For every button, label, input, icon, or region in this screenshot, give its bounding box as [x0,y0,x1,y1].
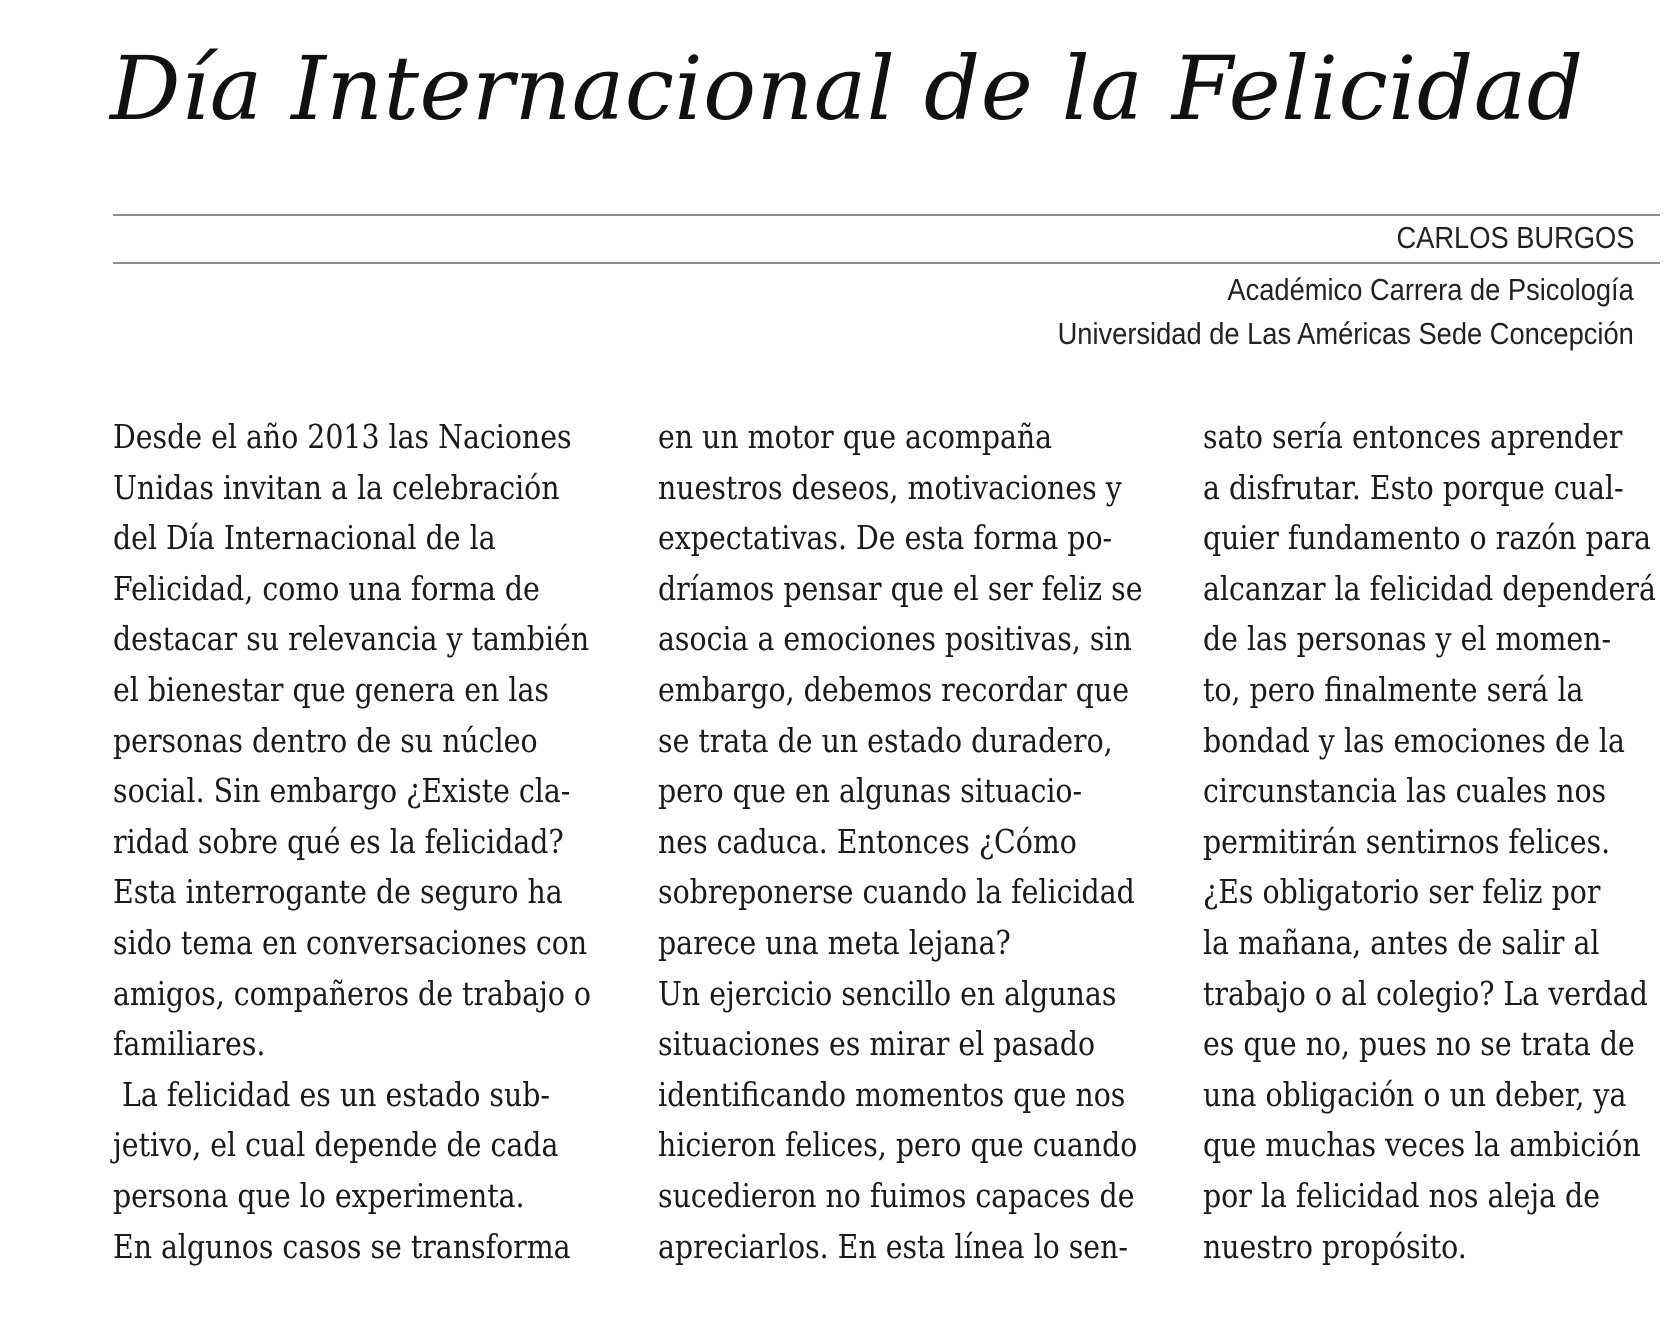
text-line: por la felicidad nos aleja de [1203,1175,1601,1215]
article-column-3 [1203,412,1668,1272]
text-line: social. Sin embargo ¿Existe cla- [113,771,571,811]
author-affiliation-line1: Académico Carrera de Psicología [1227,272,1634,307]
text-line: sato sería entonces aprender [1203,417,1623,456]
text-line: parece una meta lejana? [658,922,1011,962]
text-line: apreciarlos. En esta línea lo sen- [658,1226,1128,1266]
text-line: familiares. [113,1024,266,1064]
text-line: la mañana, antes de salir al [1203,922,1600,962]
text-line: Unidas invitan a la celebración [113,467,560,507]
text-line: circunstancia las cuales nos [1203,771,1607,811]
text-line: a disfrutar. Esto porque cual- [1203,467,1624,507]
text-line: amigos, compañeros de trabajo o [113,973,592,1013]
header-rule-top [113,214,1660,216]
text-line: es que no, pues no se trata de [1203,1024,1635,1064]
text-line: to, pero finalmente será la [1203,669,1584,709]
text-line: quier fundamento o razón para [1203,518,1652,558]
text-line: situaciones es mirar el pasado [658,1024,1096,1064]
header-rule-bottom [113,262,1660,264]
text-line: el bienestar que genera en las [113,669,549,709]
text-line: se trata de un estado duradero, [658,720,1113,760]
text-line: sido tema en conversaciones con [113,922,588,962]
text-line: La felicidad es un estado sub- [113,1074,551,1114]
text-line: expectativas. De esta forma po- [658,518,1113,558]
text-line: nes caduca. Entonces ¿Cómo [658,821,1077,861]
text-line: permitirán sentirnos felices. [1203,821,1611,861]
text-line: Desde el año 2013 las Naciones [113,417,572,456]
text-line: del Día Internacional de la [113,518,496,558]
text-line: personas dentro de su núcleo [113,720,538,760]
text-line: bondad y las emociones de la [1203,720,1625,760]
text-line: destacar su relevancia y también [113,619,590,659]
text-line: identificando momentos que nos [658,1074,1126,1114]
article-title: Día Internacional de la Felicidad [110,37,1584,140]
text-line: en un motor que acompaña [658,417,1053,456]
text-line: nuestro propósito. [1203,1226,1467,1266]
author-affiliation-line2: Universidad de Las Américas Sede Concepción [1057,316,1634,351]
text-line: ridad sobre qué es la felicidad? [113,821,564,861]
author-name: CARLOS BURGOS [1396,220,1634,255]
article-column-2 [658,412,1221,1272]
text-line: embargo, debemos recordar que [658,669,1129,709]
text-line: jetivo, el cual depende de cada [113,1125,559,1165]
text-line: En algunos casos se transforma [113,1226,571,1266]
text-line: dríamos pensar que el ser feliz se [658,568,1143,608]
text-line: sucedieron no fuimos capaces de [658,1175,1135,1215]
text-line: sobreponerse cuando la felicidad [658,872,1135,912]
text-line: trabajo o al colegio? La verdad [1203,973,1648,1013]
text-line: una obligación o un deber, ya [1203,1074,1627,1114]
text-line: hicieron felices, pero que cuando [658,1125,1138,1165]
text-line: Un ejercicio sencillo en algunas [658,973,1117,1013]
text-line: asocia a emociones positivas, sin [658,619,1132,659]
text-line: nuestros deseos, motivaciones y [658,467,1122,507]
text-line: Esta interrogante de seguro ha [113,872,563,912]
text-line: alcanzar la felicidad dependerá [1203,568,1656,608]
text-line: que muchas veces la ambición [1203,1125,1641,1165]
text-line: pero que en algunas situacio- [658,771,1083,811]
text-line: de las personas y el momen- [1203,619,1612,659]
text-line: ¿Es obligatorio ser feliz por [1203,872,1601,912]
text-line: persona que lo experimenta. [113,1175,525,1215]
article-column-1 [113,412,669,1272]
text-line: Felicidad, como una forma de [113,568,540,608]
